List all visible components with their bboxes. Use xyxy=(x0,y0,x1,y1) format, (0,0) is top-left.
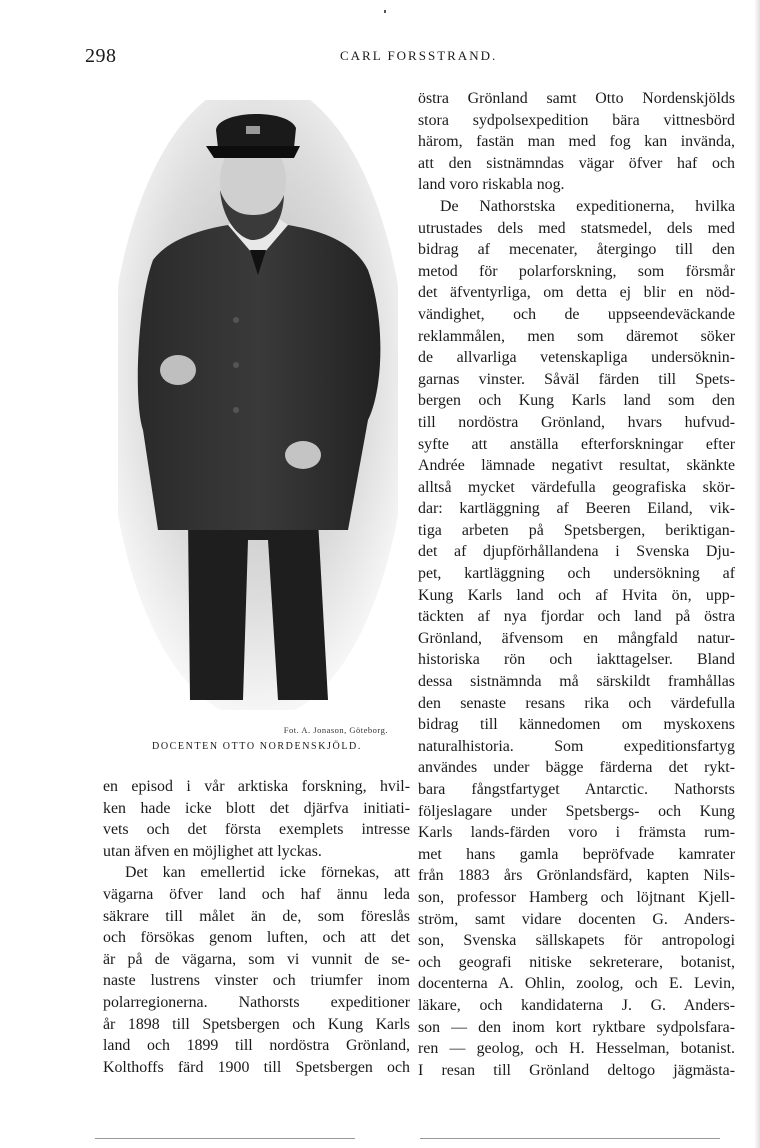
text-line: docenterna A. Ohlin, zoolog, och E. Levin, xyxy=(418,975,735,993)
text-line: utan äfven en möjlighet att lyckas. xyxy=(103,842,322,860)
text-line: härom, fastän man med fog kan invända, xyxy=(418,133,735,151)
text-line: Kolthoffs färd 1900 till Spetsbergen och xyxy=(103,1058,410,1076)
text-line: och geografi nitiske sekreterare, botanist, xyxy=(418,953,735,971)
cap-visor xyxy=(206,146,300,158)
text-line: bergen och Kung Karls land som den xyxy=(418,392,735,410)
coat-button xyxy=(233,317,239,323)
photo-caption: DOCENTEN OTTO NORDENSKJÖLD. xyxy=(152,741,362,752)
text-line: ken hade icke blott det djärfva initiati- xyxy=(103,799,410,817)
page-number: 298 xyxy=(85,45,117,67)
text-line: Det kan emellertid icke förnekas, att xyxy=(125,864,410,882)
text-line: vägarna öfver land och haf ännu leda xyxy=(103,885,410,903)
text-line: son, professor Hamberg och löjtnant Kjell- xyxy=(418,888,735,906)
text-line: historiska rön och iakttagelser. Bland xyxy=(418,651,735,669)
text-line: utrustades dels med statsmedel, dels med xyxy=(418,219,735,237)
text-line: säkrare till målet än de, som föreslås xyxy=(103,907,410,925)
text-line: son, Svenska sällskapets för antropologi xyxy=(418,932,735,950)
right-hand xyxy=(285,441,321,469)
text-line: användes under bägge färderna det rykt- xyxy=(418,759,735,777)
text-line: tiga arbeten på Spetsbergen, beriktigan- xyxy=(418,521,735,539)
text-line: ström, samt vidare docenten G. Anders- xyxy=(418,910,735,928)
text-line: met hans gamla bepröfvade kamrater xyxy=(418,845,735,863)
text-line: från 1883 års Grönlandsfärd, kapten Nils- xyxy=(418,867,735,885)
text-line: syfte att anställa efterforskningar efter xyxy=(418,435,735,453)
text-line: Grönland, äfvensom en mångfald natur- xyxy=(418,629,735,647)
text-line: Andrée lämnade negativt resultat, skänkte xyxy=(418,457,735,475)
left-hand xyxy=(160,355,196,385)
text-line: ren — geolog, och H. Hesselman, botanist. xyxy=(418,1040,735,1058)
text-line: bidrag af mecenater, återgingo till den xyxy=(418,241,735,259)
text-line: täckten af nya fjordar och land på östra xyxy=(418,608,735,626)
text-line: bara fångstfartyget Antarctic. Nathorsts xyxy=(418,781,735,798)
text-line: naturalhistoria. Som expeditionsfartyg xyxy=(418,737,735,755)
page-edge-shadow xyxy=(754,0,760,1148)
text-line: det af djupförhållandena i Svenska Dju- xyxy=(418,543,735,561)
right-text-column xyxy=(418,88,735,1081)
text-line: östra Grönland samt Otto Nordenskjölds xyxy=(418,90,735,107)
scan-mark xyxy=(384,10,386,13)
text-line: år 1898 till Spetsbergen och Kung Karls xyxy=(103,1015,410,1033)
text-line: land voro riskabla nog. xyxy=(418,176,565,194)
text-line: dessa sistnämnda må särskildt framhållas xyxy=(418,673,735,691)
text-line: vändighet, och de uppseendeväckande xyxy=(418,305,735,323)
text-line: till nordöstra Grönland, hvars hufvud- xyxy=(418,413,735,431)
text-line: en episod i vår arktiska forskning, hvil- xyxy=(103,778,410,795)
coat-button xyxy=(233,362,239,368)
photo-credit: Fot. A. Jonason, Göteborg. xyxy=(283,725,388,735)
text-line: dar: kartläggning af Beeren Eiland, vik- xyxy=(418,500,735,518)
text-line: bidrag till kännedomen om myskoxens xyxy=(418,716,735,734)
text-line: de allvarliga vetenskapliga undersöknin- xyxy=(418,349,735,367)
running-head: CARL FORSSTRAND. xyxy=(340,48,498,63)
text-line: Karls lands-färden voro i främsta rum- xyxy=(418,824,735,842)
text-line: son — den inom kort ryktbare sydpolsfara- xyxy=(418,1018,735,1036)
text-line: garnas vinster. Såväl färden till Spets- xyxy=(418,370,735,388)
text-line: pet, kartläggning och undersökning af xyxy=(418,565,735,583)
text-line: det äfventyrliga, om detta ej blir en nöd- xyxy=(418,284,735,302)
bottom-rule xyxy=(420,1138,720,1139)
text-line: De Nathorstska expeditionerna, hvilka xyxy=(440,197,735,215)
text-line: läkare, och kandidaterna J. G. Anders- xyxy=(418,996,735,1014)
text-line: följeslagare under Spetsbergs- och Kung xyxy=(418,802,735,820)
coat-button xyxy=(233,407,239,413)
cap-badge xyxy=(246,126,260,134)
text-line: den senaste resans rika och värdefulla xyxy=(418,694,735,712)
text-line: Kung Karls land och af Hvita ön, upp- xyxy=(418,586,735,604)
text-line: att den sistnämndas vägar öfver haf och xyxy=(418,154,735,172)
text-line: polarregionerna. Nathorsts expeditioner xyxy=(103,993,410,1011)
left-text-column xyxy=(103,776,410,1078)
text-line: alltså mycket värdefulla geografiska skör- xyxy=(418,478,735,496)
portrait-photo-icon xyxy=(118,100,398,710)
text-line: naste lustrens vinster och triumfer inom xyxy=(103,972,410,990)
text-line: reklammålen, men som däremot söker xyxy=(418,327,735,345)
text-line: vets och det första exemplets intresse xyxy=(103,821,410,839)
text-line: land och 1899 till nordöstra Grönland, xyxy=(103,1037,410,1055)
text-line: I resan till Grönland deltogo jägmästa- xyxy=(418,1061,735,1079)
text-line: stora sydpolsexpedition bära vittnesbörd xyxy=(418,111,735,129)
text-line: metod för polarforskning, som försmår xyxy=(418,262,735,280)
text-line: och försökas genom luften, och att det xyxy=(103,929,410,947)
text-line: är på de vägarna, som vi vunnit de se- xyxy=(103,950,410,968)
bottom-rule xyxy=(95,1138,355,1139)
